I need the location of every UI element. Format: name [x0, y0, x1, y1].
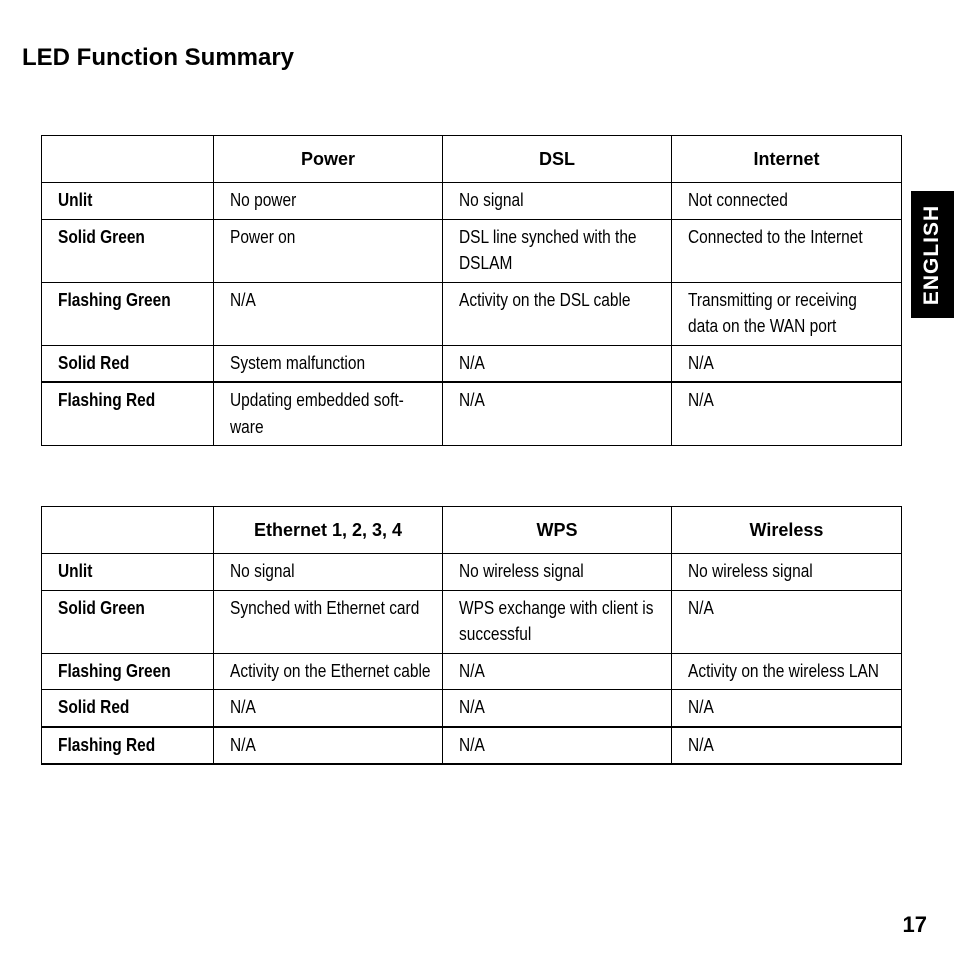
table-cell: N/A — [443, 382, 672, 446]
table-cell: N/A — [672, 727, 902, 765]
table-cell: No power — [214, 183, 443, 220]
table-cell: Activity on the DSL cable — [443, 282, 672, 345]
table-cell: No signal — [443, 183, 672, 220]
table-row — [42, 382, 902, 446]
table-cell: Connected to the Internet — [672, 219, 902, 282]
table-row — [42, 690, 902, 727]
table-cell: Power on — [214, 219, 443, 282]
table-header-row — [42, 136, 902, 183]
table-cell: WPS exchange with client is successful — [443, 590, 672, 653]
table-row — [42, 554, 902, 591]
table-cell: N/A — [214, 727, 443, 765]
table-cell: System malfunction — [214, 345, 443, 382]
table-cell: Not connected — [672, 183, 902, 220]
table-cell: N/A — [443, 345, 672, 382]
led-table-ethernet-wps-wireless — [41, 506, 902, 765]
page-number: 17 — [902, 912, 927, 937]
page-title: LED Function Summary — [22, 44, 295, 71]
table-cell: Activity on the wireless LAN — [672, 653, 902, 690]
table-cell: Updating embedded soft-ware — [214, 382, 443, 446]
table-cell: Synched with Ethernet card — [214, 590, 443, 653]
table-cell: No wireless signal — [443, 554, 672, 591]
table-cell: N/A — [672, 382, 902, 446]
header-cell: DSL — [443, 136, 672, 183]
row-label: Solid Green — [42, 590, 214, 653]
table-cell: N/A — [443, 690, 672, 727]
table-row — [42, 727, 902, 765]
row-label: Solid Red — [42, 690, 214, 727]
row-label: Flashing Green — [42, 282, 214, 345]
table-cell: N/A — [672, 590, 902, 653]
row-label: Solid Green — [42, 219, 214, 282]
table-cell: N/A — [214, 282, 443, 345]
row-label: Flashing Red — [42, 382, 214, 446]
table-row — [42, 282, 902, 345]
table-row — [42, 219, 902, 282]
table-row — [42, 590, 902, 653]
table-cell: N/A — [443, 653, 672, 690]
language-tab-label: ENGLISH — [920, 204, 944, 305]
table-cell: No wireless signal — [672, 554, 902, 591]
table-row — [42, 345, 902, 382]
header-cell: Ethernet 1, 2, 3, 4 — [214, 507, 443, 554]
row-label: Flashing Red — [42, 727, 214, 765]
row-label: Flashing Green — [42, 653, 214, 690]
table-header-row — [42, 507, 902, 554]
table-cell: N/A — [672, 345, 902, 382]
led-table-power-dsl-internet — [41, 135, 902, 446]
table-cell: N/A — [214, 690, 443, 727]
header-cell: WPS — [443, 507, 672, 554]
header-cell-blank — [42, 136, 214, 183]
row-label: Unlit — [42, 554, 214, 591]
table-cell: Activity on the Ethernet cable — [214, 653, 443, 690]
table-row — [42, 653, 902, 690]
table-cell: Transmitting or receiving data on the WAN port — [672, 282, 902, 345]
row-label: Solid Red — [42, 345, 214, 382]
table-cell: N/A — [443, 727, 672, 765]
header-cell: Power — [214, 136, 443, 183]
table-cell: No signal — [214, 554, 443, 591]
table-cell: DSL line synched with the DSLAM — [443, 219, 672, 282]
header-cell: Internet — [672, 136, 902, 183]
table-cell: N/A — [672, 690, 902, 727]
header-cell-blank — [42, 507, 214, 554]
row-label: Unlit — [42, 183, 214, 220]
table-row — [42, 183, 902, 220]
header-cell: Wireless — [672, 507, 902, 554]
